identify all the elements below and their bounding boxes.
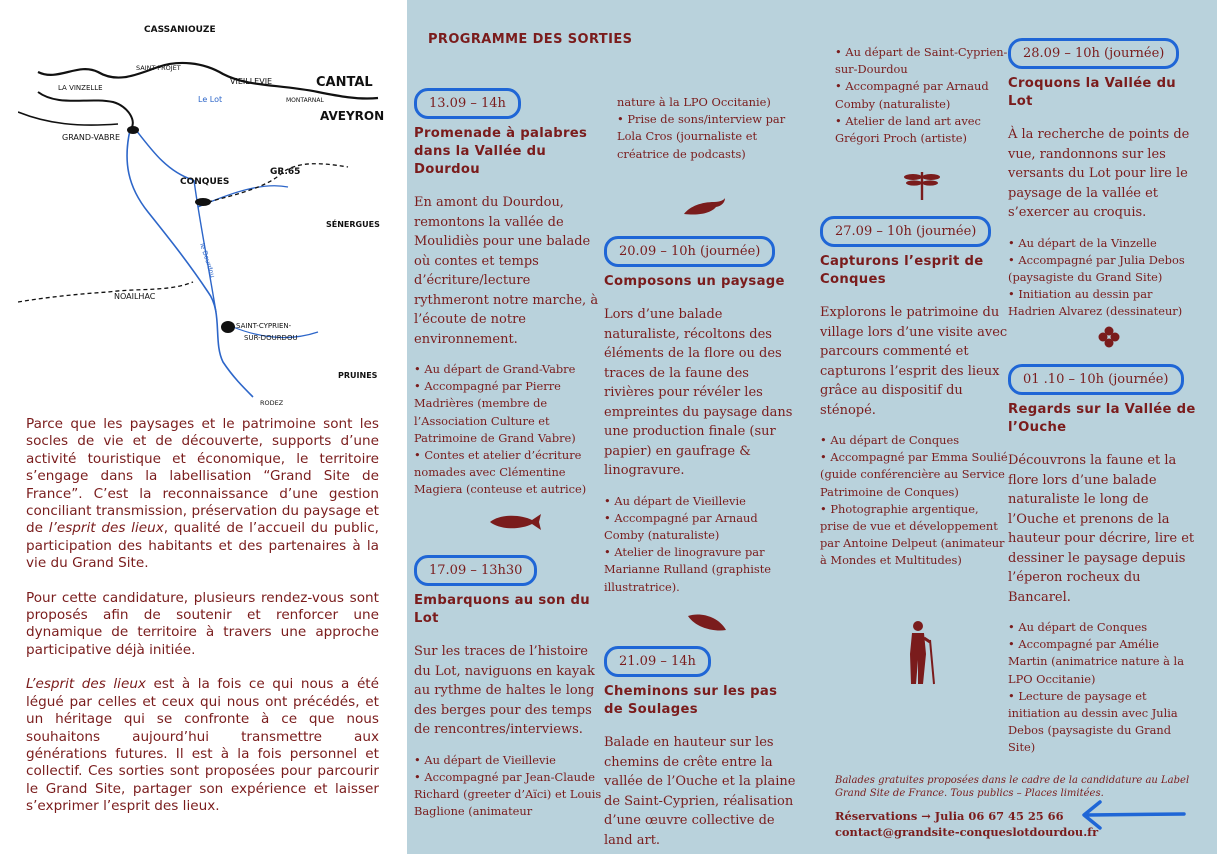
svg-text:RODEZ: RODEZ <box>260 399 284 407</box>
svg-text:CONQUES: CONQUES <box>180 177 230 187</box>
event-28-09 <box>1008 38 1198 321</box>
event-title: Croquons la Vallée du Lot <box>1008 76 1177 109</box>
event-title: Promenade à palabres dans la Vallée du Dourdou <box>414 126 588 177</box>
svg-text:PRUINES: PRUINES <box>338 371 378 380</box>
territory-map <box>18 12 388 412</box>
event-details: • Au départ de la Vinzelle • Accompagné par Julia Debos (paysagiste du Grand Site) • Initiation au dessin par Hadrien Alvarez (dessinateur) <box>1008 235 1185 319</box>
event-details: • Au départ de Grand-Vabre • Accompagné par Pierre Madrières (membre de l’Association Culture et Patrimoine de Grand Vabre) • Contes et atelier d’écriture nomades avec Clémentine Magiera (conteuse et autrice) <box>414 362 587 497</box>
event-description: Explorons le patrimoine du village lors d’une visite avec parcours commenté et capturons l’esprit des lieux grâce au dispositif du sténopé. <box>820 305 1008 418</box>
svg-text:le Dourdou: le Dourdou <box>198 242 217 279</box>
flower-icon <box>1098 326 1120 348</box>
event-description: En amont du Dourdou, remontons la vallée de Moulidiès pour une balade où contes et temps d’écriture/lecture rythmeront notre marche, à l’écoute de notre environnement. <box>414 195 599 347</box>
event-13-09 <box>414 88 604 499</box>
svg-text:VIEILLEVIE: VIEILLEVIE <box>230 77 273 86</box>
event-21-09 <box>604 646 796 850</box>
event-date-badge: 13.09 – 14h <box>414 88 521 119</box>
svg-text:GR.65: GR.65 <box>270 167 301 177</box>
event-17-09 <box>414 555 604 820</box>
arrow-left-icon <box>1078 798 1188 832</box>
svg-text:CASSANIOUZE: CASSANIOUZE <box>144 25 216 35</box>
svg-text:CANTAL: CANTAL <box>316 75 373 90</box>
svg-text:SAINT-PROJET: SAINT-PROJET <box>136 64 181 72</box>
event-title: Embarquons au son du Lot <box>414 593 590 626</box>
event-description: Balade en hauteur sur les chemins de crête entre la vallée de l’Ouche et la plaine de Saint-Cyprien, réalisation d’une œuvre collective de land art. <box>604 735 796 848</box>
event-title: Cheminons sur les pas de Soulages <box>604 684 778 717</box>
event-title: Composons un paysage <box>604 274 785 289</box>
event-description: Découvrons la faune et la flore lors d’une balade naturaliste le long de l’Ouche et prenons de la hauteur pour décrire, lire et dessiner le paysage depuis l’éperon rocheux du Bancarel. <box>1008 453 1195 605</box>
intro-text <box>26 416 379 833</box>
svg-text:NOAILHAC: NOAILHAC <box>114 292 156 301</box>
svg-text:Le Lot: Le Lot <box>198 95 223 104</box>
svg-text:SAINT-CYPRIEN-: SAINT-CYPRIEN- <box>236 322 292 330</box>
event-date-badge: 21.09 – 14h <box>604 646 711 677</box>
reservation-phone: Réservations → Julia 06 67 45 25 66 <box>835 809 1064 823</box>
event-date-badge: 28.09 – 10h (journée) <box>1008 38 1179 69</box>
event-details: • Au départ de Conques • Accompagné par Amélie Martin (animatrice nature à la LPO Occitanie) • Lecture de paysage et initiation au dessin avec Julia Debos (paysagiste du Grand Site) <box>1008 620 1184 755</box>
svg-text:MONTARNAL: MONTARNAL <box>286 97 324 104</box>
event-20-09 <box>604 236 796 596</box>
event-details: • Au départ de Vieillevie • Accompagné par Jean-Claude Richard (greeter d’Aïci) et Louis Baglione (animateur <box>414 752 602 819</box>
event-details: • Au départ de Vieillevie • Accompagné par Arnaud Comby (naturaliste) • Atelier de linogravure par Marianne Rulland (graphiste illustratrice). <box>604 493 772 594</box>
event-27-09 <box>820 216 1010 570</box>
event-description: Sur les traces de l’histoire du Lot, naviguons en kayak au rythme de haltes le long des berges pour des temps de rencontres/interviews. <box>414 644 595 737</box>
svg-text:GRAND-VABRE: GRAND-VABRE <box>62 133 121 142</box>
event-description: À la recherche de points de vue, randonnons sur les versants du Lot pour lire le paysage de la vallée et s’exercer au croquis. <box>1008 127 1190 220</box>
reservation-email[interactable]: contact@grandsite-conqueslotdourdou.fr <box>835 825 1099 839</box>
intro-paragraph-3: L’esprit des lieux est à la fois ce qui nous a été légué par celles et ceux qui nous ont précédés, et un héritage qui se confronte à ce que nous souhaitons aujourd’hui transmettre aux générations futures. Il est à la fois personnel et collectif. Ces sorties sont proposées pour parcourir le Grand Site, partager son expérience et laisser s’exprimer l’esprit des lieux. <box>26 676 379 815</box>
intro-paragraph-1: Parce que les paysages et le patrimoine sont les socles de vie et de découverte, supports d’une activité touristique et économique, le territoire s’engage dans la labellisation “Grand Site de France”. C’est la reconnaissance d’une gestion conciliant transmission, préservation du paysage et de l’esprit des lieux, qualité de l’accueil du public, participation des habitants et des partenaires à la vie du Grand Site. <box>26 416 379 572</box>
otter-icon <box>682 196 726 220</box>
event-date-badge: 17.09 – 13h30 <box>414 555 537 586</box>
intro-paragraph-2: Pour cette candidature, plusieurs rendez-vous sont proposés afin de soutenir et renforcer une dynamique de territoire à travers une approche participative déjà initiée. <box>26 589 379 658</box>
svg-text:AVEYRON: AVEYRON <box>320 109 385 123</box>
event-details: • Au départ de Conques • Accompagné par Emma Soulié (guide conférencière au Service Patrimoine de Conques) • Photographie argentique, prise de vue et développement par Antoine Delpeut (animateur à Mondes et Multitudes) <box>820 433 1008 568</box>
programme-title: PROGRAMME DES SORTIES <box>428 32 633 47</box>
fish-icon <box>488 512 542 532</box>
svg-text:SÉNERGUES: SÉNERGUES <box>326 220 380 229</box>
event-date-badge: 27.09 – 10h (journée) <box>820 216 991 247</box>
svg-text:LA VINZELLE: LA VINZELLE <box>58 84 103 92</box>
footer-note: Balades gratuites proposées dans le cadre de la candidature au Label Grand Site de France. Tous publics – Places limitées. <box>835 775 1190 799</box>
svg-text:SUR-DOURDOU: SUR-DOURDOU <box>244 334 298 342</box>
event-17-09-continued: nature à la LPO Occitanie) • Prise de sons/interview par Lola Cros (journaliste et créatrice de podcasts) <box>617 95 786 161</box>
event-01-10 <box>1008 364 1198 757</box>
dragonfly-icon <box>904 168 940 202</box>
event-title: Capturons l’esprit de Conques <box>820 254 984 287</box>
event-date-badge: 01 .10 – 10h (journée) <box>1008 364 1184 395</box>
event-description: Lors d’une balade naturaliste, récoltons des éléments de la flore ou des traces de la faune des rivières pour révéler les empreintes du paysage dans une production finale (sur papier) en gaufrage & linogravure. <box>604 307 793 478</box>
leaf-icon <box>686 610 728 634</box>
left-panel <box>0 0 407 854</box>
event-21-09-continued: • Au départ de Saint-Cyprien-sur-Dourdou • Accompagné par Arnaud Comby (naturaliste) • Atelier de land art avec Grégori Proch (artiste) <box>835 45 1008 146</box>
event-title: Regards sur la Vallée de l’Ouche <box>1008 402 1196 435</box>
hiker-icon <box>904 620 940 686</box>
event-date-badge: 20.09 – 10h (journée) <box>604 236 775 267</box>
